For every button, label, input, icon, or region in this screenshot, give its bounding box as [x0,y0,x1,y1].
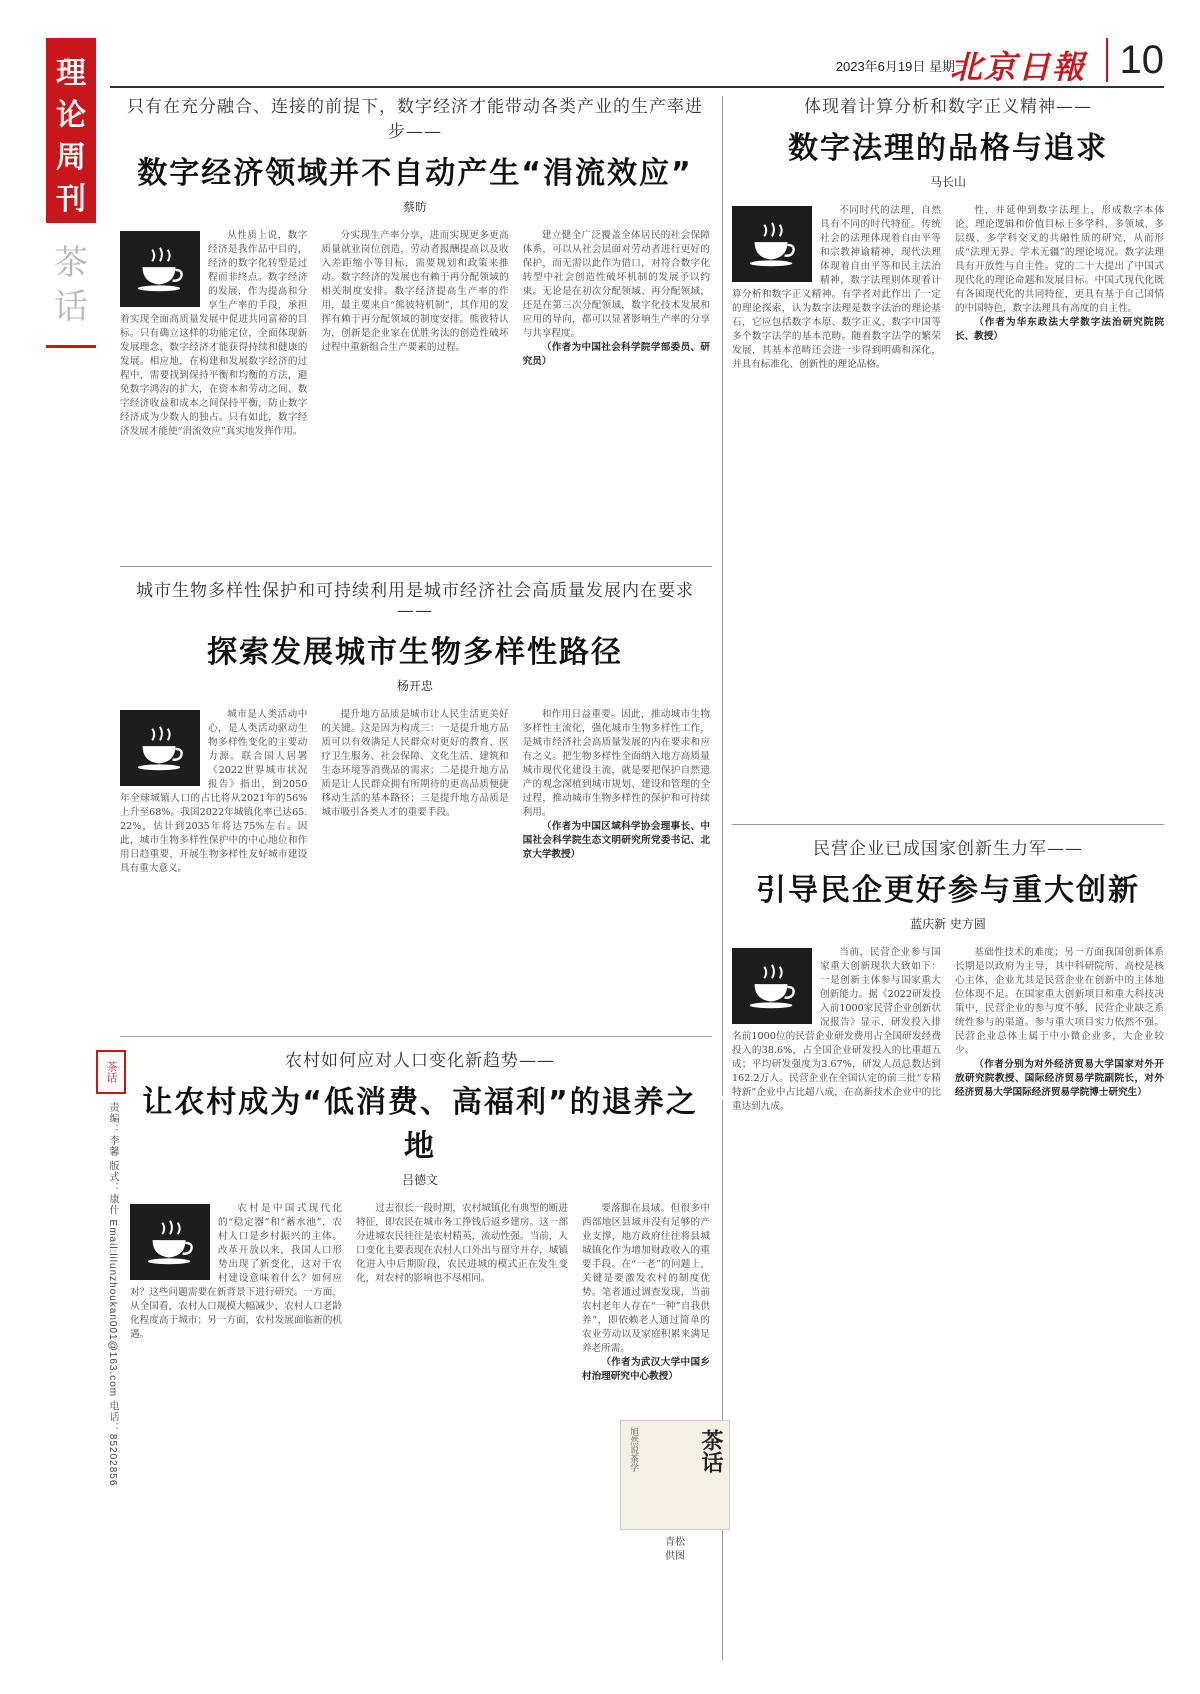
article-column [955,946,1164,1686]
author-note: （作者为中国区域科学协会理事长、中国社会科学院生态文明研究所党委书记、北京大学教授） [522,821,710,860]
teacup-icon [131,240,189,298]
tea-credit-name: 青松 [665,1537,685,1548]
article-body [120,229,710,604]
section-divider [46,345,96,348]
article-byline: 吕德文 [401,1173,438,1187]
teacup-illustration [120,231,200,307]
article-paragraph: 和作用日益重要。因此，推动城市生物多样性主流化，强化城市生物多样性工作，是城市经济社会高质量发展的内在要求和应有之义。把生物多样性全面纳入地方高质量城市现代化建设主流，就是要把保护自然遗产的观念深植到城市规划、建设和管理的全过程，推动城市生物多样性的保护和可持续利用。 [522,709,710,818]
section-divider [120,566,712,567]
article-paragraph: 过去很长一段时期，农村城镇化有典型的断进特征，即农民在城市务工挣钱后返乡建房。这一部分进城农民往往是农村精英，流动性强。当前，人口变化主要表现在农村人口外出与留守并存，城镇化进入中后期阶段，农民进城的模式正在发生变化，对农村的影响也不尽相同。 [356,1203,568,1284]
article-biodiversity [120,576,710,1026]
subsection-char: 茶 [54,243,88,283]
article-kicker: 农村如何应对人口变化新趋势—— [285,1051,555,1071]
teacup-icon [131,719,189,777]
article-private-enterprise [732,834,1164,1664]
author-note: （作者为武汉大学中国乡村治理研究中心教授） [582,1357,710,1382]
section-strip [46,38,96,348]
article-headline[interactable]: 让农村成为“低消费、高福利”的退养之地 [142,1085,698,1164]
section-divider [120,1036,712,1037]
tea-picture [620,1420,730,1530]
section-divider [732,824,1164,825]
article-paragraph: 提升地方品质是城市让人民生活更美好的关键。这是因为构成三：一是提升地方品质可以有效满足人民群众对更好的教育、医疗卫生服务、社会保障、文化生活、建筑和生态环境等消费品的需求；二是提升地方品质是让人民群众拥有所期待的更高品质便捷移动生活的基本路径；三是提升地方品质是城市吸引各类人才的重要手段。 [321,709,509,818]
article-digital-law [732,92,1164,812]
page-header [110,38,1164,86]
article-headline[interactable]: 探索发展城市生物多样性路径 [207,635,623,670]
article-byline: 马长山 [929,175,966,189]
column-seal: 茶话 [96,1050,126,1094]
article-column [321,229,508,604]
tea-picture-title: 旭然说茶学 [628,1427,638,1472]
subsection-char: 话 [54,287,88,327]
teacup-icon [141,1213,199,1271]
section-tag [46,38,96,223]
article-body [120,708,710,1068]
author-note: （作者为华东政法大学数字法治研究院院长、教授） [955,317,1164,342]
article-paragraph: 城市是人类活动中心，是人类活动驱动生物多样性变化的主要动力源。联合国人居署《2022世界城市状况报告》指出，到2050年全球城镇人口的占比将从2021年的56%上升至68%。我国2022年城镇化率已达65.22%，估计到2035年将达75%左右。因此，城市生物多样性保护中的中心地位和作用日趋重要，开展生物多样性友好城市建设具有重大意义。 [120,709,308,874]
article-digital-economy [120,92,710,557]
article-body [732,204,1164,834]
article-column [732,946,941,1686]
author-note: （作者为中国社会科学院学部委员、研究员） [522,342,710,367]
article-paragraph: 分实现生产率分享，进而实现更多更高质量就业岗位创造，劳动者报酬提高以及收入差距缩小等目标，需要规划和政策来推动。数字经济的发展也有赖于再分配领域的相关制度安排。数字经济提高生产率的作用，最主要来自“熊彼特机制”，其作用的发挥有赖于再分配领域的制度安排。熊彼特认为，创新是企业家在优胜劣汰的创造性破坏过程中重新组合生产要素的过程。 [321,230,509,353]
article-column [120,229,307,604]
teacup-illustration [732,206,812,282]
article-kicker: 城市生物多样性保护和可持续利用是城市经济社会高质量发展内在要求—— [136,581,694,621]
newspaper-logo: 北京日報 [949,48,1086,86]
section-char: 刊 [56,182,86,217]
article-headline[interactable]: 数字经济领域并不自动产生“涓流效应” [137,156,693,191]
article-paragraph: 当前，民营企业参与国家重大创新现状大致如下：一是创新主体参与国家重大创新能力。据《2022研发投入前1000家民营企业创新状况报告》显示，研发投入排名前1000位的民营企业研发费用占全国研发经费投入的38.6%，占全国企业研发投入的比重超五成；平均研发强度为3.67%，研发人员总数达到162.2万人。民营企业在全国认定的前三批“专精特新”企业中占比超八成，在高新技术企业中的比重达到九成。 [732,947,941,1112]
article-kicker: 只有在充分融合、连接的前提下，数字经济才能带动各类产业的生产率进步—— [127,97,703,142]
article-column [732,204,941,834]
subsection-tag [46,241,96,329]
article-kicker: 民营企业已成国家创新生力军—— [813,839,1083,859]
article-kicker: 体现着计算分析和数字正义精神—— [804,97,1092,117]
teacup-illustration [120,710,200,786]
article-paragraph: 从性质上说，数字经济是我作品中目的，经济的数字化转型是过程而非终点。数字经济的发展，作为提高和分享生产率的手段，承担着实现全面高质量发展中促进共同富裕的目标。只有确立这样的功能定位，全面体现新发展理念，数字经济才能获得持续和健康的发展。相应地，在构建和发展数字经济的过程中，需要找到保持平衡和均衡的方法，避免数字鸿沟的扩大，在资本和劳动之间、数字经济收益和成本之间保持平衡，防止数字经济成为少数人的独占。只有如此，数字经济发展才能使“涓流效应”真实地发挥作用。 [120,230,308,437]
author-note: （作者分别为对外经济贸易大学国家对外开放研究院教授、国际经济贸易学院副院长，对外经济贸易大学国际经济贸易学院博士研究生） [955,1059,1164,1098]
tea-credit-label: 供图 [665,1551,685,1562]
issue-date: 2023年6月19日 星期一 [835,59,968,74]
teacup-illustration [732,948,812,1024]
article-byline: 蔡昉 [402,200,427,214]
teacup-illustration [130,1204,210,1280]
article-body [732,946,1164,1686]
article-paragraph: 建立健全广泛覆盖全体居民的社会保障体系，可以从社会层面对劳动者进行更好的保护，而无需以此作为借口，对符合数字化转型中社会创造性破坏机制的发展予以约束。无论是在初次分配领域、再分配领域，还是在第三次分配领域，数字化技术发展和应用的导向，都可以显著影响生产率的分享与共享程度。 [522,230,710,339]
page-number: 10 [1106,38,1165,82]
tea-credit [620,1536,730,1564]
article-paragraph: 不同时代的法理，自然具有不同的时代特征。传统社会的法理体现着自由平等和宗教神谕精神，现代法理体现着自由平等和民主法治精神，数字法理则体现着计算分析和数字正义精神。有学者对此作出了一定的理论探索，认为数字法理是数字法治的理论基石，它应包括数字本原、数字正义、数字中国等多个数字法学的基本范畴。随着数字法学的繁荣发展，其基本范畴还会进一步得到明确和深化，并具有标准化、创新性的理论品格。 [732,205,941,370]
article-column [523,229,710,604]
section-char: 论 [56,98,86,133]
teacup-icon [743,957,801,1015]
article-paragraph: 农村是中国式现代化的“稳定器”和“蓄水池”，农村人口是乡村振兴的主体。改革开放以来，我国人口形势出现了新变化，这对于农村建设意味着什么？如何应对？这些问题需要在新背景下进行研究。一方面，从全国看，农村人口规模大幅减少，农村人口老龄化程度高于城市；另一方面，农村发展面临新的机遇。 [130,1203,342,1340]
article-paragraph: 基础性技术的难度；另一方面我国创新体系长期是以政府为主导，其中科研院所、高校是核心主体，企业尤其是民营企业在创新中的主体地位体现不足。在国家重大创新项目和重大科技决策中，民营企业的参与度不够，民营企业缺乏系统性参与的渠道。参与重大项目实力依然不强。民营企业总体上属于中小微企业多，大企业较少。 [955,947,1164,1056]
article-headline[interactable]: 数字法理的品格与追求 [788,131,1108,166]
section-char: 理 [56,56,86,91]
tea-picture-char: 茶话 [698,1429,724,1473]
header-rule [110,86,1164,88]
article-column [955,204,1164,834]
article-column [356,1202,568,1694]
article-byline: 杨开忠 [396,679,433,693]
article-headline[interactable]: 引导民企更好参与重大创新 [756,873,1140,908]
article-column [130,1202,342,1694]
teacup-icon [743,215,801,273]
article-byline: 蓝庆新 史方圆 [910,917,986,931]
editor-credits: 责编：李馨 版式：康什 Email:lilunzhoukan001@163.com 电话：85202856 [107,1102,118,1487]
article-column [321,708,508,1068]
column-divider [722,96,723,1096]
article-paragraph: 要落脚在县域。但很多中西部地区县域并没有足够的产业支撑，地方政府往往将县城城镇化作为增加财政收入的重要手段。在“一老”的问题上，关键是要激发农村的制度优势。笔者通过调查发现，当前农村老年人存在“一种”自我供养”，即依赖老人通过简单的农业劳动以及家庭积累来满足养老所需。 [582,1203,710,1354]
article-column [523,708,710,1068]
article-paragraph: 性，并延伸到数字法理上，形成数字本体论、理论逻辑和价值目标上多学科、多领域、多层级、多学科交叉的共融性质的研究，从而形成“法理无界、学术无疆”的理论境况。数字法理具有开放性与自主性。党的二十大提出了中国式现代化的理论命题和发展目标。中国式现代化既有各国现代化的共同特征，更具有基于自己国情的中国特色，数字法理具有高度的自主性。 [955,205,1164,314]
tea-illustration [620,1420,730,1580]
article-column [120,708,307,1068]
section-char: 周 [56,140,86,175]
